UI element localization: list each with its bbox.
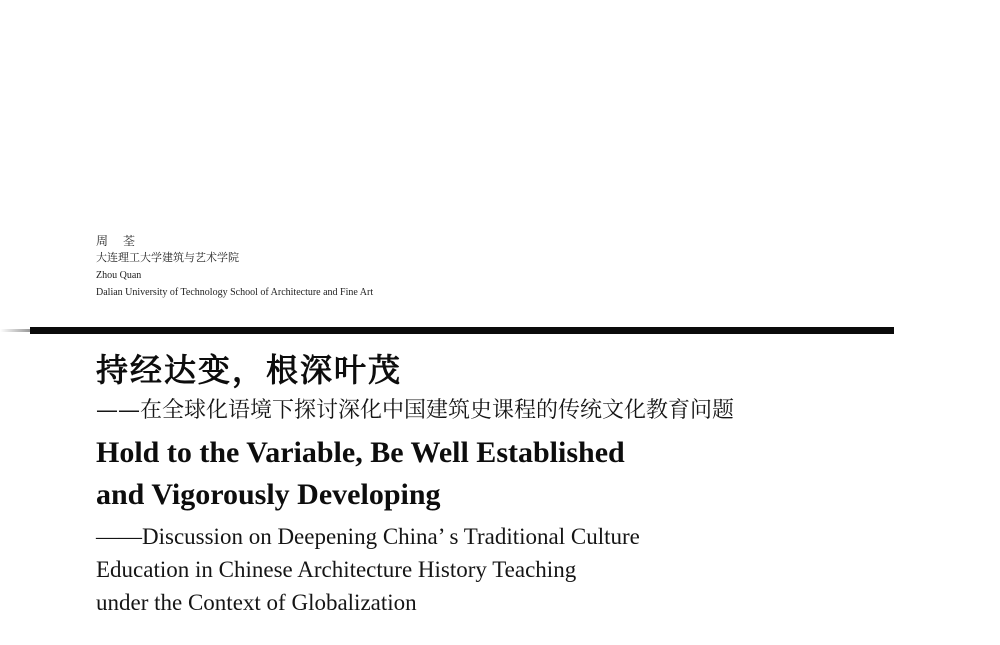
paper-subtitle-en-line1: ——Discussion on Deepening China’ s Traditional Culture [96,524,640,549]
author-name-en: Zhou Quan [96,270,142,281]
author-name-cn: 周 荃 [96,234,142,248]
author-affiliation-cn: 大连理工大学建筑与艺术学院 [96,252,239,264]
divider-rule [30,327,894,334]
paper-title-en-line1: Hold to the Variable, Be Well Established [96,436,625,469]
paper-subtitle-cn: ——在全球化语境下探讨深化中国建筑史课程的传统文化教育问题 [96,398,735,423]
author-block [96,233,373,301]
author-affiliation-en: Dalian University of Technology School of Architecture and Fine Art [96,287,374,298]
paper-title-cn: 持经达变，根深叶茂 [96,351,403,389]
paper-subtitle-en-line3: under the Context of Globalization [96,590,417,615]
paper-title-en-line2: and Vigorously Developing [96,478,441,511]
paper-subtitle-en-line2: Education in Chinese Architecture History Teaching [96,557,577,582]
paper-subtitle-en [96,520,640,619]
paper-title-en [96,432,625,516]
